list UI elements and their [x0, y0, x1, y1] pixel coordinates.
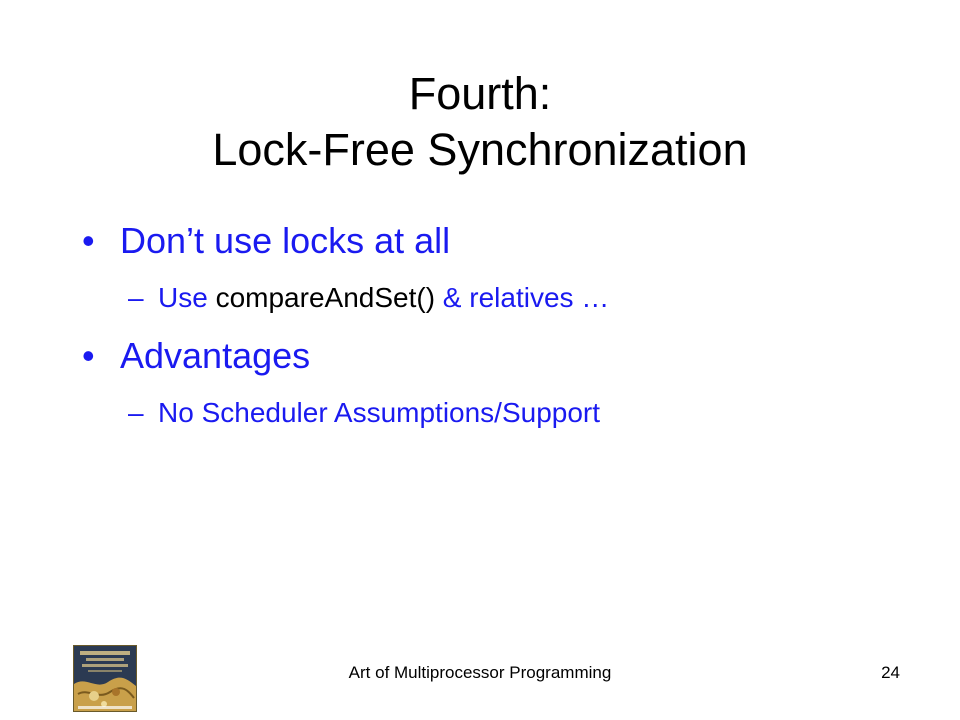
bullet-marker: •	[82, 335, 95, 376]
bullet-marker: •	[82, 220, 95, 261]
sub-bullet-code: compareAndSet()	[215, 282, 436, 313]
sub-bullet-prefix: Use	[158, 282, 216, 313]
sub-bullet-no-scheduler	[128, 395, 600, 431]
title-line-2: Lock-Free Synchronization	[212, 124, 748, 175]
bullet-text: Don’t use locks at all	[120, 220, 451, 261]
bullet-item-locks	[82, 219, 450, 263]
sub-bullet-marker: –	[128, 397, 144, 428]
page-number: 24	[881, 663, 900, 682]
bullet-item-advantages	[82, 334, 310, 378]
sub-bullet-marker: –	[128, 282, 144, 313]
slide-title	[80, 66, 880, 178]
sub-bullet-text: No Scheduler Assumptions/Support	[158, 397, 601, 428]
bullet-text: Advantages	[120, 335, 311, 376]
footer-title: Art of Multiprocessor Programming	[348, 663, 612, 682]
sub-bullet-suffix: & relatives …	[435, 282, 610, 313]
title-line-1: Fourth:	[408, 68, 552, 119]
sub-bullet-compare-and-set	[128, 280, 609, 316]
